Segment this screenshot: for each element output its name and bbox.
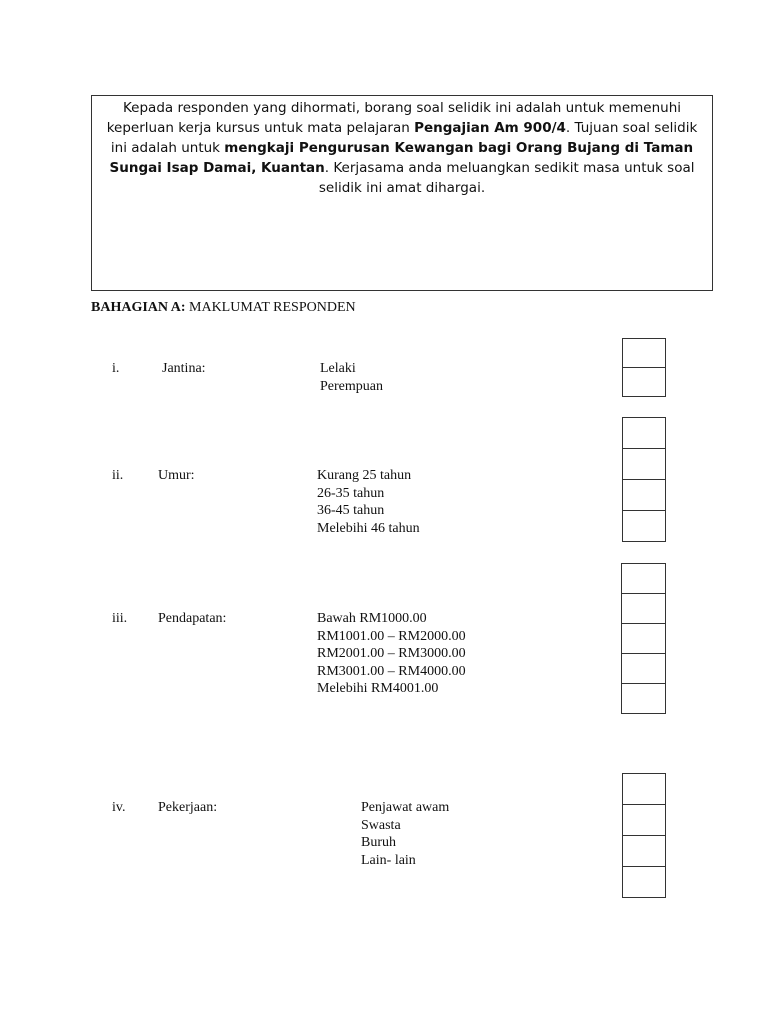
section-heading bbox=[91, 300, 356, 316]
question-number: iii. bbox=[112, 611, 128, 626]
checkbox-pendapatan-5[interactable] bbox=[621, 683, 666, 714]
checkbox-pendapatan-4[interactable] bbox=[621, 653, 666, 684]
option-label: 36-45 tahun bbox=[317, 503, 385, 518]
option-label: Lelaki bbox=[320, 361, 356, 376]
question-number: iv. bbox=[112, 800, 126, 815]
question-number: ii. bbox=[112, 468, 124, 483]
option-label: 26-35 tahun bbox=[317, 485, 385, 501]
option-label: RM2001.00 – RM3000.00 bbox=[317, 646, 466, 661]
checkbox-pekerjaan-4[interactable] bbox=[622, 866, 666, 898]
option-label: RM1001.00 – RM2000.00 bbox=[317, 628, 466, 644]
checkbox-perempuan[interactable] bbox=[622, 367, 666, 397]
option-label: Melebihi RM4001.00 bbox=[317, 681, 439, 696]
options-pendapatan bbox=[317, 610, 466, 698]
intro-subject: Pengajian Am 900/4 bbox=[414, 120, 566, 136]
section-heading-rest: MAKLUMAT RESPONDEN bbox=[185, 300, 356, 315]
checkbox-pekerjaan-3[interactable] bbox=[622, 835, 666, 867]
checkbox-pendapatan-1[interactable] bbox=[621, 563, 666, 594]
options-pekerjaan bbox=[361, 799, 449, 869]
option-label: Kurang 25 tahun bbox=[317, 468, 412, 483]
checkbox-lelaki[interactable] bbox=[622, 338, 666, 368]
option-label: Bawah RM1000.00 bbox=[317, 611, 427, 626]
checkbox-umur-4[interactable] bbox=[622, 510, 666, 542]
intro-text-2: . Tujuan soal selidik ini adalah untuk bbox=[110, 120, 698, 156]
option-label: Swasta bbox=[361, 817, 401, 833]
question-label-jantina: Jantina: bbox=[162, 361, 206, 376]
option-label: Penjawat awam bbox=[361, 800, 450, 815]
option-label: RM3001.00 – RM4000.00 bbox=[317, 663, 466, 679]
option-label: Lain- lain bbox=[361, 852, 416, 868]
checkbox-pendapatan-2[interactable] bbox=[621, 593, 666, 624]
option-label: Perempuan bbox=[320, 378, 383, 394]
question-label-pekerjaan: Pekerjaan: bbox=[158, 800, 218, 815]
intro-text-3: . Kerjasama anda meluangkan sedikit masa untuk soal selidik ini amat dihargai. bbox=[318, 160, 695, 196]
checkbox-pendapatan-3[interactable] bbox=[621, 623, 666, 654]
intro-text-1: Kepada responden yang dihormati, borang soal selidik ini adalah untuk memenuhi keperluan kerja kursus untuk mata pelajaran bbox=[106, 100, 682, 136]
question-number: i. bbox=[112, 361, 120, 376]
option-label: Melebihi 46 tahun bbox=[317, 520, 420, 536]
section-heading-bold: BAHAGIAN A: bbox=[91, 300, 186, 315]
options-jantina bbox=[320, 360, 383, 395]
intro-purpose: mengkaji Pengurusan Kewangan bagi Orang Bujang di Taman Sungai Isap Damai, Kuantan bbox=[109, 140, 694, 176]
checkbox-umur-3[interactable] bbox=[622, 479, 666, 511]
checkbox-umur-1[interactable] bbox=[622, 417, 666, 449]
intro-box bbox=[91, 95, 713, 291]
options-umur bbox=[317, 467, 420, 537]
checkbox-umur-2[interactable] bbox=[622, 448, 666, 480]
question-label-pendapatan: Pendapatan: bbox=[158, 611, 227, 626]
option-label: Buruh bbox=[361, 835, 396, 850]
checkbox-pekerjaan-2[interactable] bbox=[622, 804, 666, 836]
checkbox-pekerjaan-1[interactable] bbox=[622, 773, 666, 805]
question-label-umur: Umur: bbox=[158, 468, 195, 483]
